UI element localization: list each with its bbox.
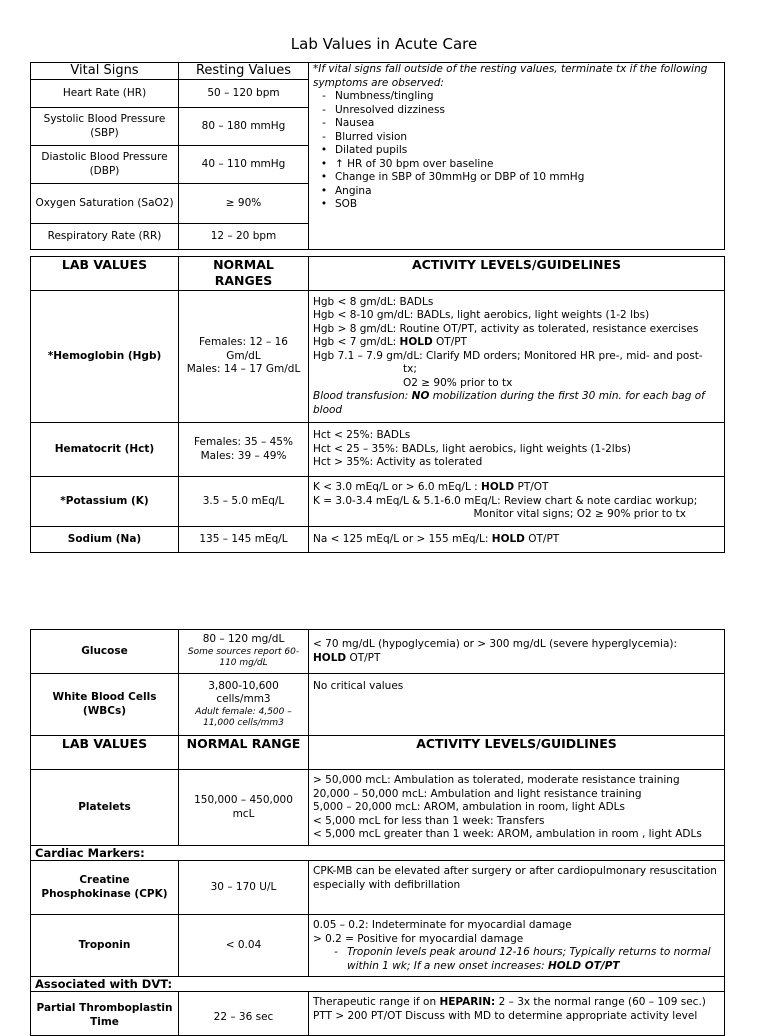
lab-guidelines-glucose: < 70 mg/dL (hypoglycemia) or > 300 mg/dL (severe hyperglycemia): HOLD OT/PT [309,630,725,674]
vital-name: Diastolic Blood Pressure (DBP) [31,146,179,184]
lab-name-glucose: Glucose [31,630,179,674]
labs2-header-range: NORMAL RANGE [179,736,309,770]
lab-range-glucose: 80 – 120 mg/dL Some sources report 60-110 mg/dL [179,630,309,674]
lab-range-hematocrit: Females: 35 – 45% Males: 39 – 49% [179,423,309,477]
lab-name-cpk: Creatine Phosphokinase (CPK) [31,861,179,915]
vital-signs-table [30,62,725,250]
lab-guidelines-hemoglobin: Hgb < 8 gm/dL: BADLs Hgb < 8-10 gm/dL: BADLs, light aerobics, light weights (1-2 lbs) Hgb > 8 gm/dL: Routine OT/PT, activity as tolerated, resistance exercises Hgb < 7 gm/dL: HOLD OT/PT Hgb 7.1 – 7.9 gm/dL: Clarify MD orders; Monitored HR pre-, mid- and post- tx; O2 ≥ 90% prior to tx Blood transfusion: NO mobilization during the first 30 min. for each bag of blood [309,291,725,423]
lab-range-sodium: 135 – 145 mEq/L [179,527,309,553]
symptom-item: - Nausea [322,117,375,129]
symptom-item: - Unresolved dizziness [322,103,445,116]
labs-header-activity: ACTIVITY LEVELS/GUIDELINES [309,257,725,291]
lab-range-wbc: 3,800-10,600 cells/mm3 Adult female: 4,500 – 11,000 cells/mm3 [179,674,309,736]
vital-value: 40 – 110 mmHg [179,146,309,184]
labs-header-range: NORMAL RANGES [179,257,309,291]
section-dvt: Associated with DVT: [31,977,725,992]
lab-range-ptt: 22 – 36 sec [179,992,309,1036]
lab-name-ptt: Partial Thromboplastin Time [31,992,179,1036]
lab-range-potassium: 3.5 – 5.0 mEq/L [179,477,309,527]
symptom-item: • SOB [320,198,358,210]
lab-name-troponin: Troponin [31,915,179,977]
vital-name: Heart Rate (HR) [31,80,179,108]
vitals-header-signs: Vital Signs [31,63,179,80]
lab-name-potassium: *Potassium (K) [31,477,179,527]
vital-name: Oxygen Saturation (SaO2) [31,184,179,224]
vitals-header-values: Resting Values [179,63,309,80]
symptom-item: • ↑ HR of 30 bpm over baseline [320,157,494,170]
vitals-note-intro: *If vital signs fall outside of the resting values, terminate tx if the following symptoms are observed: [313,63,708,89]
lab-name-platelets: Platelets [31,770,179,846]
vital-value: 12 – 20 bpm [179,224,309,250]
lab-range-cpk: 30 – 170 U/L [179,861,309,915]
vital-name: Respiratory Rate (RR) [31,224,179,250]
vital-name: Systolic Blood Pressure (SBP) [31,108,179,146]
labs2-header-activity: ACTIVITY LEVELS/GUIDLINES [309,736,725,770]
symptom-item: • Angina [320,184,372,197]
symptom-item: • Dilated pupils [320,144,408,156]
lab-name-sodium: Sodium (Na) [31,527,179,553]
lab-range-hemoglobin: Females: 12 – 16 Gm/dL Males: 14 – 17 Gm/dL [179,291,309,423]
lab-range-troponin: < 0.04 [179,915,309,977]
labs-header-name: LAB VALUES [31,257,179,291]
symptom-item: - Numbness/tingling [322,90,434,102]
lab-guidelines-ptt: Therapeutic range if on HEPARIN: 2 – 3x the normal range (60 – 109 sec.) PTT > 200 PT/OT Discuss with MD to determine appropriate activity level [309,992,725,1036]
lab-guidelines-wbc: No critical values [309,674,725,736]
lab-guidelines-platelets: > 50,000 mcL: Ambulation as tolerated, moderate resistance training 20,000 – 50,000 mcL: Ambulation and light resistance training 5,000 – 20,000 mcL: AROM, ambulation in room, light ADLs < 5,000 mcL for less than 1 week: Transfers < 5,000 mcL greater than 1 week: AROM, ambulation in room , light ADLs [309,770,725,846]
lab-name-wbc: White Blood Cells (WBCs) [31,674,179,736]
labs2-header-name: LAB VALUES [31,736,179,770]
lab-guidelines-sodium: Na < 125 mEq/L or > 155 mEq/L: HOLD OT/PT [309,527,725,553]
lab-guidelines-troponin: 0.05 – 0.2: Indeterminate for myocardial damage > 0.2 = Positive for myocardial damage - Troponin levels peak around 12-16 hours; Typically returns to normal within 1 wk; If a new onset increases: HOLD OT/PT [309,915,725,977]
symptom-item: • Change in SBP of 30mmHg or DBP of 10 mmHg [320,171,585,183]
lab-values-table-2 [30,629,725,1036]
lab-range-platelets: 150,000 – 450,000 mcL [179,770,309,846]
lab-values-table [30,256,725,553]
lab-guidelines-hematocrit: Hct < 25%: BADLs Hct < 25 – 35%: BADLs, light aerobics, light weights (1-2lbs) Hct > 35%: Activity as tolerated [309,423,725,477]
vital-value: 50 – 120 bpm [179,80,309,108]
page-title: Lab Values in Acute Care [290,35,478,53]
lab-guidelines-cpk: CPK-MB can be elevated after surgery or after cardiopulmonary resuscitation especially with defibrillation [309,861,725,915]
symptom-list [313,90,720,212]
lab-name-hematocrit: Hematocrit (Hct) [31,423,179,477]
vital-value: 80 – 180 mmHg [179,108,309,146]
lab-guidelines-potassium: K < 3.0 mEq/L or > 6.0 mEq/L : HOLD PT/OT K = 3.0-3.4 mEq/L & 5.1-6.0 mEq/L: Review chart & note cardiac workup; Monitor vital signs; O2 ≥ 90% prior to tx [309,477,725,527]
lab-name-hemoglobin: *Hemoglobin (Hgb) [31,291,179,423]
troponin-note: - Troponin levels peak around 12-16 hours; Typically returns to normal within 1 wk; If a new onset increases: HOLD OT/PT [334,946,711,972]
symptom-item: - Blurred vision [322,130,408,143]
vital-value: ≥ 90% [179,184,309,224]
vitals-note [309,63,725,250]
section-cardiac-markers: Cardiac Markers: [31,846,725,861]
